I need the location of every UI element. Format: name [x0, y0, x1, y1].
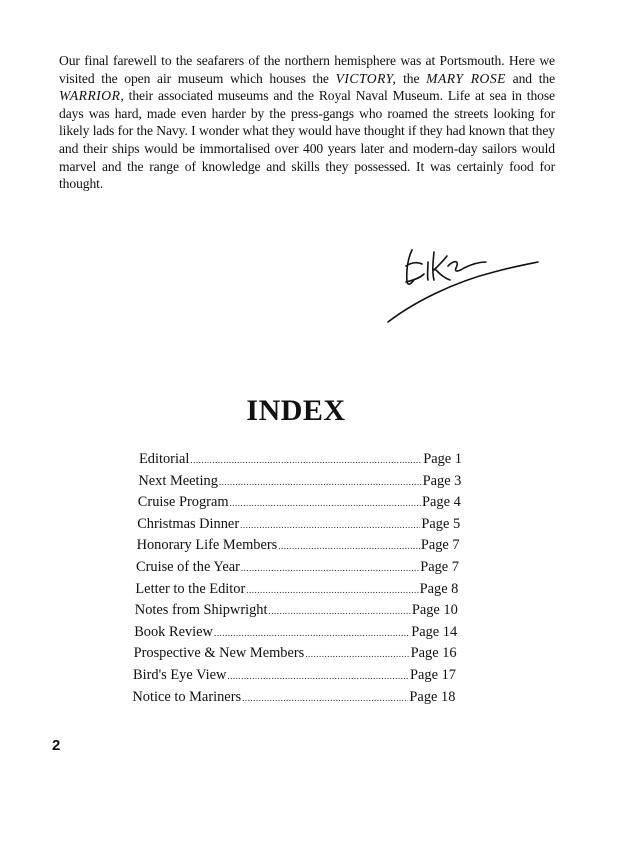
paragraph-text: and the: [505, 70, 556, 86]
index-entry-page: Page 5: [421, 515, 461, 532]
index-entry: [132, 687, 455, 708]
signature: [384, 236, 544, 328]
index-entry-page: Page 7: [420, 559, 459, 575]
ship-name-warrior: WARRIOR: [59, 88, 121, 104]
index-entry-title: Prospective & New Members: [133, 645, 305, 662]
ship-name-mary-rose: MARY ROSE: [426, 70, 506, 86]
index-entry: [136, 557, 459, 578]
index-entry-title: Next Meeting: [138, 472, 218, 489]
dot-leader: [242, 688, 408, 708]
index-entry-page: Page 1: [423, 451, 462, 467]
dot-leader: [246, 580, 418, 600]
index-entry-title: Notice to Mariners: [132, 688, 242, 705]
paragraph-text: , their associated museums and the Royal Naval Museum. Life at sea in those days was hard, made even harder by the press-gangs who roamed the streets looking for likely lads for the Navy. I wonder what they would have thought if they had known that they and their ships would be immortalised over 400 years later and modern-day sailors would marvel and the range of knowledge and skills they possessed. It was certainly food for thought.: [59, 88, 555, 192]
index-entry-title: Bird's Eye View: [133, 667, 227, 683]
index-entry-page: Page 16: [410, 645, 457, 662]
index-entry-title: Honorary Life Members: [136, 537, 278, 554]
paragraph-text: the: [396, 70, 427, 86]
index-entry-page: Page 18: [409, 688, 456, 705]
index-entry-page: Page 7: [420, 537, 460, 554]
index-entry: [138, 471, 461, 492]
index-entry-title: Letter to the Editor: [135, 580, 246, 597]
index-entry: [133, 665, 456, 686]
index-entry-title: Christmas Dinner: [137, 515, 240, 532]
index-entry: [135, 600, 458, 621]
dot-leader: [269, 601, 411, 621]
index-entry-title: Cruise Program: [137, 494, 229, 511]
index-entry-title: Editorial: [139, 451, 190, 467]
dot-leader: [278, 536, 420, 556]
index-entry-page: Page 4: [422, 494, 461, 511]
ship-name-victory: VICTORY,: [335, 70, 397, 86]
index-title: INDEX: [246, 394, 346, 427]
index-entry-page: Page 3: [422, 472, 462, 489]
dot-leader: [240, 515, 420, 535]
dot-leader: [227, 666, 409, 686]
farewell-paragraph: [59, 52, 555, 193]
dot-leader: [190, 450, 422, 470]
index-entry-page: Page 10: [411, 602, 458, 619]
index-entry-page: Page 14: [411, 623, 458, 640]
dot-leader: [219, 472, 422, 492]
dot-leader: [230, 493, 421, 513]
page-number: 2: [52, 737, 61, 754]
index-entry: [139, 449, 462, 470]
index-entry: [137, 535, 460, 556]
index-entry-title: Notes from Shipwright: [134, 602, 268, 619]
dot-leader: [241, 558, 419, 578]
paragraph-text: Our final farewell to the seafarers of the northern hemisphere was at Portsmouth. Here we visited the open air museum which houses the: [59, 53, 555, 86]
index-entry: [137, 514, 460, 535]
dot-leader: [305, 644, 409, 664]
index-entry: [138, 492, 461, 513]
index-entry-page: Page 8: [419, 580, 459, 597]
index-entry: [134, 643, 457, 664]
dot-leader: [214, 623, 410, 643]
index-entry-title: Cruise of the Year: [136, 559, 240, 575]
index-entry-page: Page 17: [410, 667, 456, 683]
index-entry-title: Book Review: [134, 623, 213, 640]
index-entry: [135, 579, 458, 600]
index-entry: [134, 622, 457, 643]
